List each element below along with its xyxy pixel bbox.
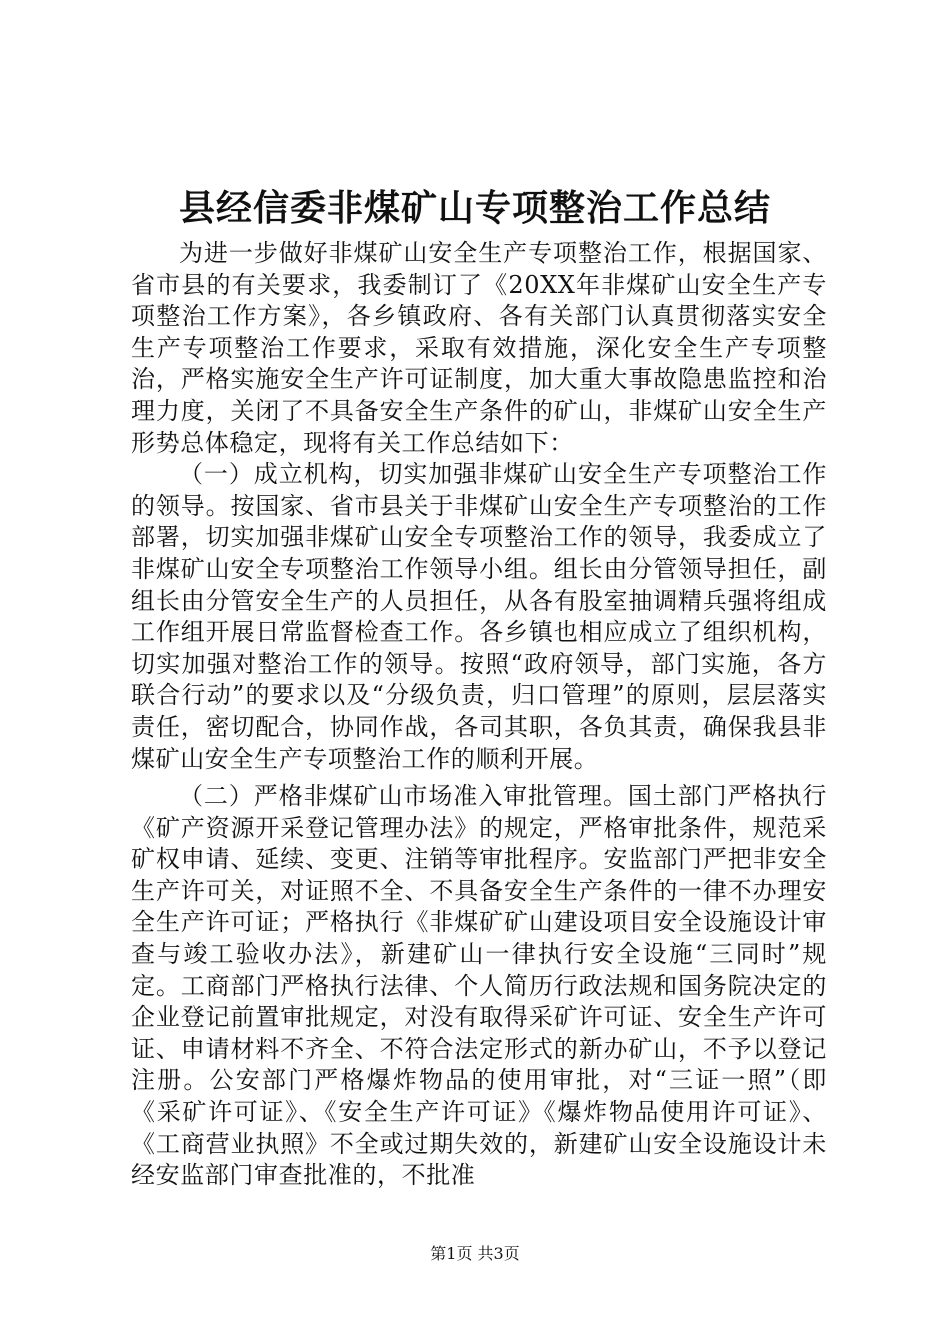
paragraph-section-2: （二）严格非煤矿山市场准入审批管理。国土部门严格执行《矿产资源开采登记管理办法》的规定，严格审批条件，规范采矿权申请、延续、变更、注销等审批程序。安监部门严把非安全生产许可关，对证照不全、不具备安全生产条件的一律不办理安全生产许可证；严格执行《非煤矿矿山建设项目安全设施设计审查与竣工验收办法》，新建矿山一律执行安全设施“三同时”规定。工商部门严格执行法律、个人简历行政法规和国务院决定的企业登记前置审批规定，对没有取得采矿许可证、安全生产许可证、申请材料不齐全、不符合法定形式的新办矿山，不予以登记注册。公安部门严格爆炸物品的使用审批，对“三证一照”（即《采矿许可证》、《安全生产许可证》《爆炸物品使用许可证》、《工商营业执照》不全或过期失效的，新建矿山安全设施设计未经安监部门审查批准的，不批准 [131, 782, 827, 1190]
document-body [131, 238, 827, 1192]
page-number-footer: 第1页 共3页 [430, 1244, 520, 1263]
document-title: 县经信委非煤矿山专项整治工作总结 [178, 187, 771, 229]
paragraph-intro: 为进一步做好非煤矿山安全生产专项整治工作，根据国家、省市县的有关要求，我委制订了《20XX年非煤矿山安全生产专项整治工作方案》，各乡镇政府、各有关部门认真贯彻落实安全生产专项整治工作要求，采取有效措施，深化安全生产专项整治，严格实施安全生产许可证制度，加大重大事故隐患监控和治理力度，关闭了不具备安全生产条件的矿山，非煤矿山安全生产形势总体稳定，现将有关工作总结如下： [131, 239, 827, 457]
paragraph-section-1: （一）成立机构，切实加强非煤矿山安全生产专项整治工作的领导。按国家、省市县关于非煤矿山安全生产专项整治的工作部署，切实加强非煤矿山安全专项整治工作的领导，我委成立了非煤矿山安全专项整治工作领导小组。组长由分管领导担任，副组长由分管安全生产的人员担任，从各有股室抽调精兵强将组成工作组开展日常监督检查工作。各乡镇也相应成立了组织机构，切实加强对整治工作的领导。按照“政府领导，部门实施，各方联合行动”的要求以及“分级负责，归口管理”的原则，层层落实责任，密切配合，协同作战，各司其职，各负其责，确保我县非煤矿山安全生产专项整治工作的顺利开展。 [131, 460, 827, 773]
